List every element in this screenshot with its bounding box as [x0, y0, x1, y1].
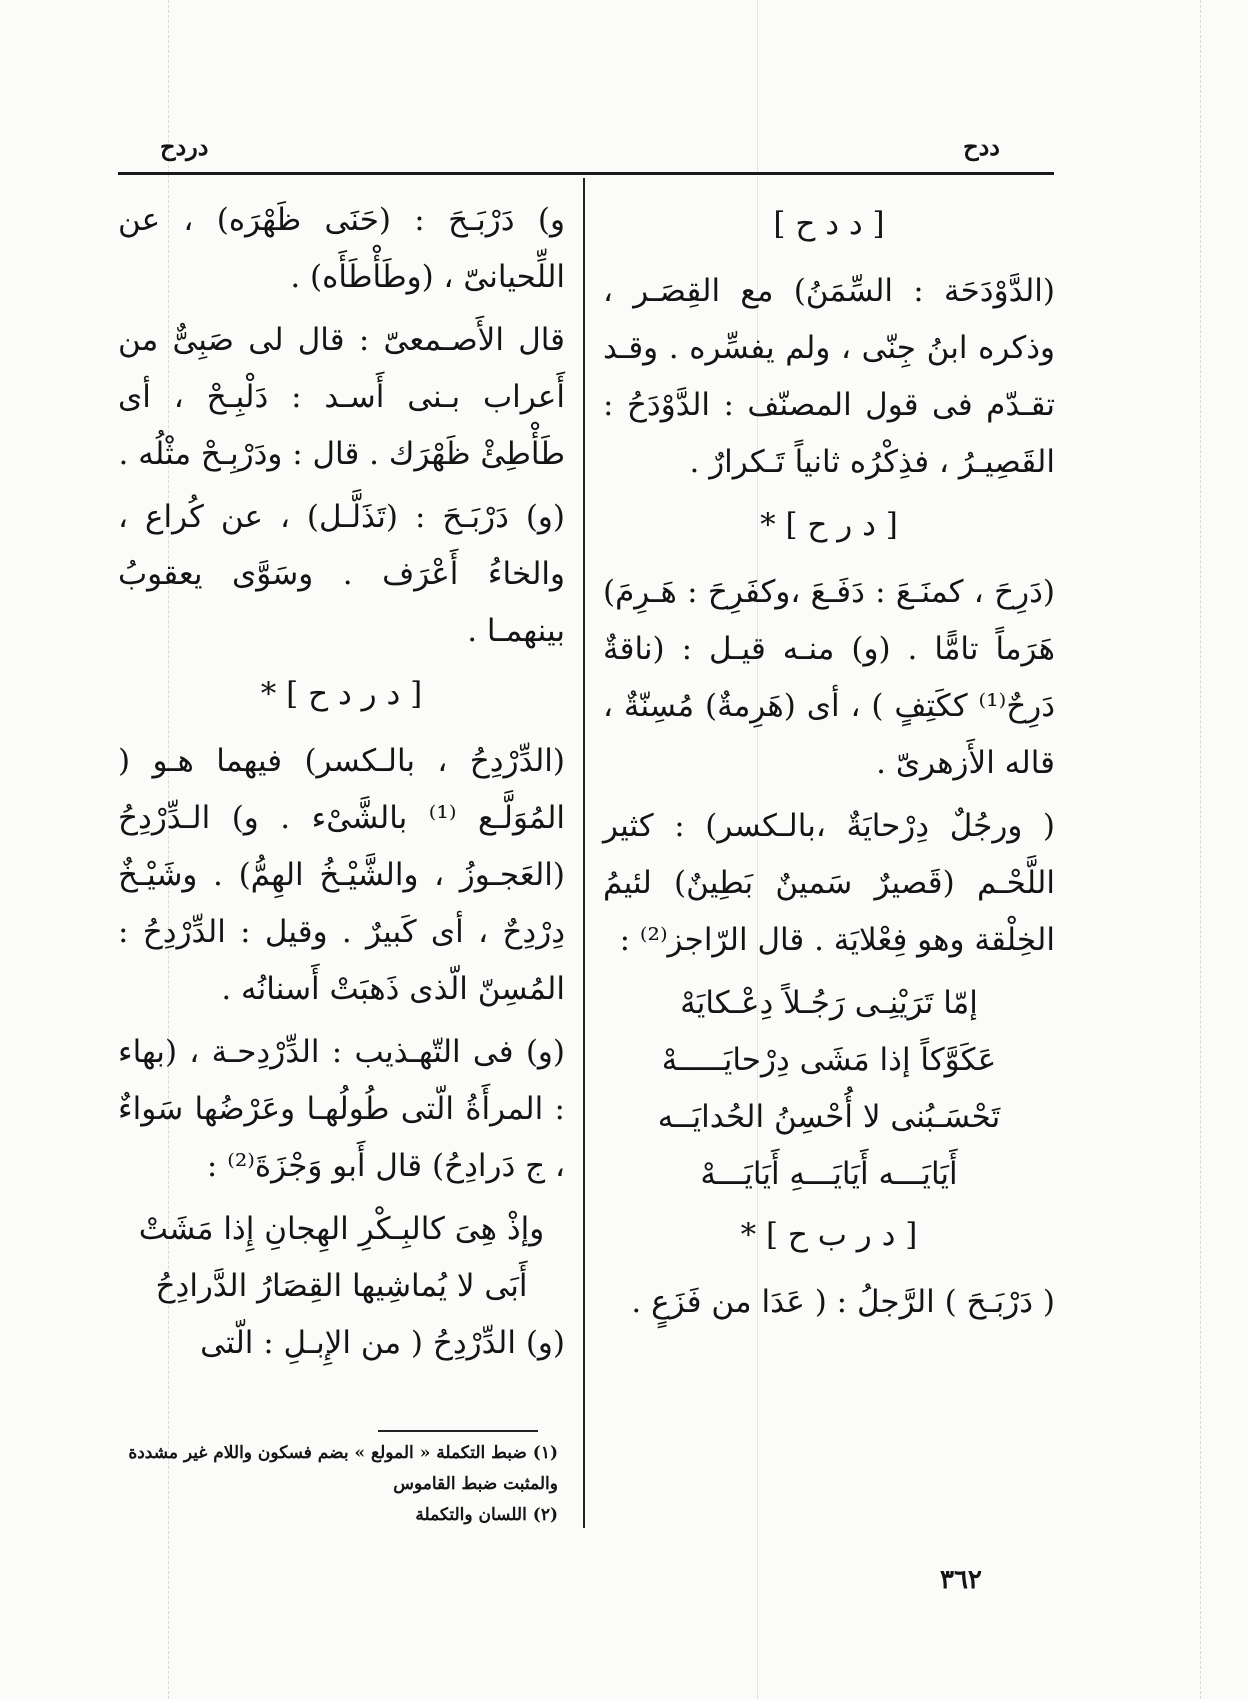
entry-head: [ د د ح ]: [773, 206, 885, 242]
footnote: (٢) اللسان والتكملة: [415, 1505, 558, 1525]
footnotes-left: [118, 1438, 558, 1531]
entry-text: (الدِّرْدِحُ ، بالـكسر) فيهما هـو ( المُوَلَّـع ⁽¹⁾ بالشَّىْء . و) الـدِّرْدِحُ (العَجـوزُ ، والشَّيْـخُ الهِمُّ) . وشَيْـخٌ دِرْدِحٌ ، أى كَبيرٌ . وقيل : الدِّرْدِحُ : المُسِنّ الّذى ذَهبَتْ أَسنانُه .: [118, 743, 565, 1007]
verse-line: عَكَوَّكاً إذا مَشَى دِرْحايَـــــهْ: [661, 1042, 997, 1078]
page-number: ٣٦٢: [940, 1565, 982, 1595]
entry-text: (و) دَرْبَـحَ : (تَذَلَّـل) ، عن كُراع ، والخاءُ أَعْرَف . وسَوَّى يعقوبُ بينهمـا .: [118, 499, 565, 649]
entry-text: ( ورجُلٌ دِرْحايَةٌ ،بالـكسر) : كثير اللَّحْـم (قَصيرٌ سَمينٌ بَطِينٌ) لئيمُ الخِلْقة وهو فِعْلايَة . قال الرّاجز⁽²⁾ :: [603, 808, 1055, 958]
header-rule: [118, 172, 1054, 175]
footnote: (١) ضبط التكملة « المولع » بضم فسكون واللام غير مشددة والمثبت ضبط القاموس: [128, 1443, 558, 1494]
entry-head: [ د ر د ح ] *: [260, 676, 423, 712]
right-column: [603, 192, 1055, 1337]
entry-text: (و) فى التّهـذيب : الدِّرْدِحـة ، (بهاء : المرأَةُ الّتى طُولُهـا وعَرْضُها سَواءٌ ، ج دَرادِحُ) قال أَبو وَجْزَةَ⁽²⁾ :: [118, 1034, 565, 1184]
verse-line: تَحْسَـبُنى لا أُحْسِنُ الحُدايَــه: [657, 1099, 1001, 1135]
column-divider: [583, 178, 585, 1528]
entry-text: (الدَّوْدَحَة : السِّمَنُ) مع القِصَـر ، وذكره ابنُ جِنّى ، ولم يفسِّره . وقـد تقـدّم فى قول المصنّف : الدَّوْدَحُ : القَصِيـرُ ، فذِكْرُه ثانياً تَـكرارٌ .: [603, 273, 1055, 480]
entry-text: و) دَرْبَـحَ : (حَنَى ظَهْرَه) ، عن اللِّحيانىّ ، (وطَأْطَأَه) .: [118, 202, 565, 295]
entry-head: [ د ر ح ] *: [760, 507, 898, 543]
running-header-left: دردح: [160, 132, 209, 161]
verse-line: أَبَى لا يُماشِيها القِصَارُ الدَّرادِحُ: [155, 1268, 528, 1304]
entry-text: ( دَرْبَـحَ ) الرَّجلُ : ( عَدَا من فَزَعٍ .: [631, 1284, 1055, 1320]
entry-text: (و) الدِّرْدِحُ ( من الإِبـلِ : الّتى: [200, 1325, 565, 1361]
left-column: [118, 192, 565, 1378]
entry-head: [ د ر ب ح ] *: [740, 1217, 918, 1253]
verse-line: أَيَايَـــه أَيَايَـــهِ أَيَايَـــهْ: [700, 1156, 958, 1192]
entry-text: قال الأَصـمعىّ : قال لى صَبِىٌّ من أَعراب بـنى أَسـد : دَلْبِـحْ ، أى طَأْطِئْ ظَهْرَك . قال : ودَرْبِـحْ مثْلُه .: [118, 322, 565, 472]
verse-line: وإذْ هِىَ كالبِـكْرِ الهِجانِ إِذا مَشَتْ: [138, 1211, 545, 1247]
verse-line: إمّا تَرَيْنِـى رَجُـلاً دِعْـكايَهْ: [680, 985, 978, 1021]
entry-text: (دَرِحَ ، كمنَـعَ : دَفَـعَ ،وكفَرِحَ : هَـرِمَ) هَرَماً تامًّا . (و) منـه قيـل : (ناقةٌ دَرِحٌ⁽¹⁾ ككَتِفٍ ) ، أى (هَرِمةٌ) مُسِنّةٌ ، قاله الأَزهرىّ .: [603, 574, 1055, 781]
footnote-rule: [378, 1430, 538, 1432]
scan-guide-line: [1200, 0, 1201, 1699]
running-header-right: ددح: [963, 132, 1000, 161]
